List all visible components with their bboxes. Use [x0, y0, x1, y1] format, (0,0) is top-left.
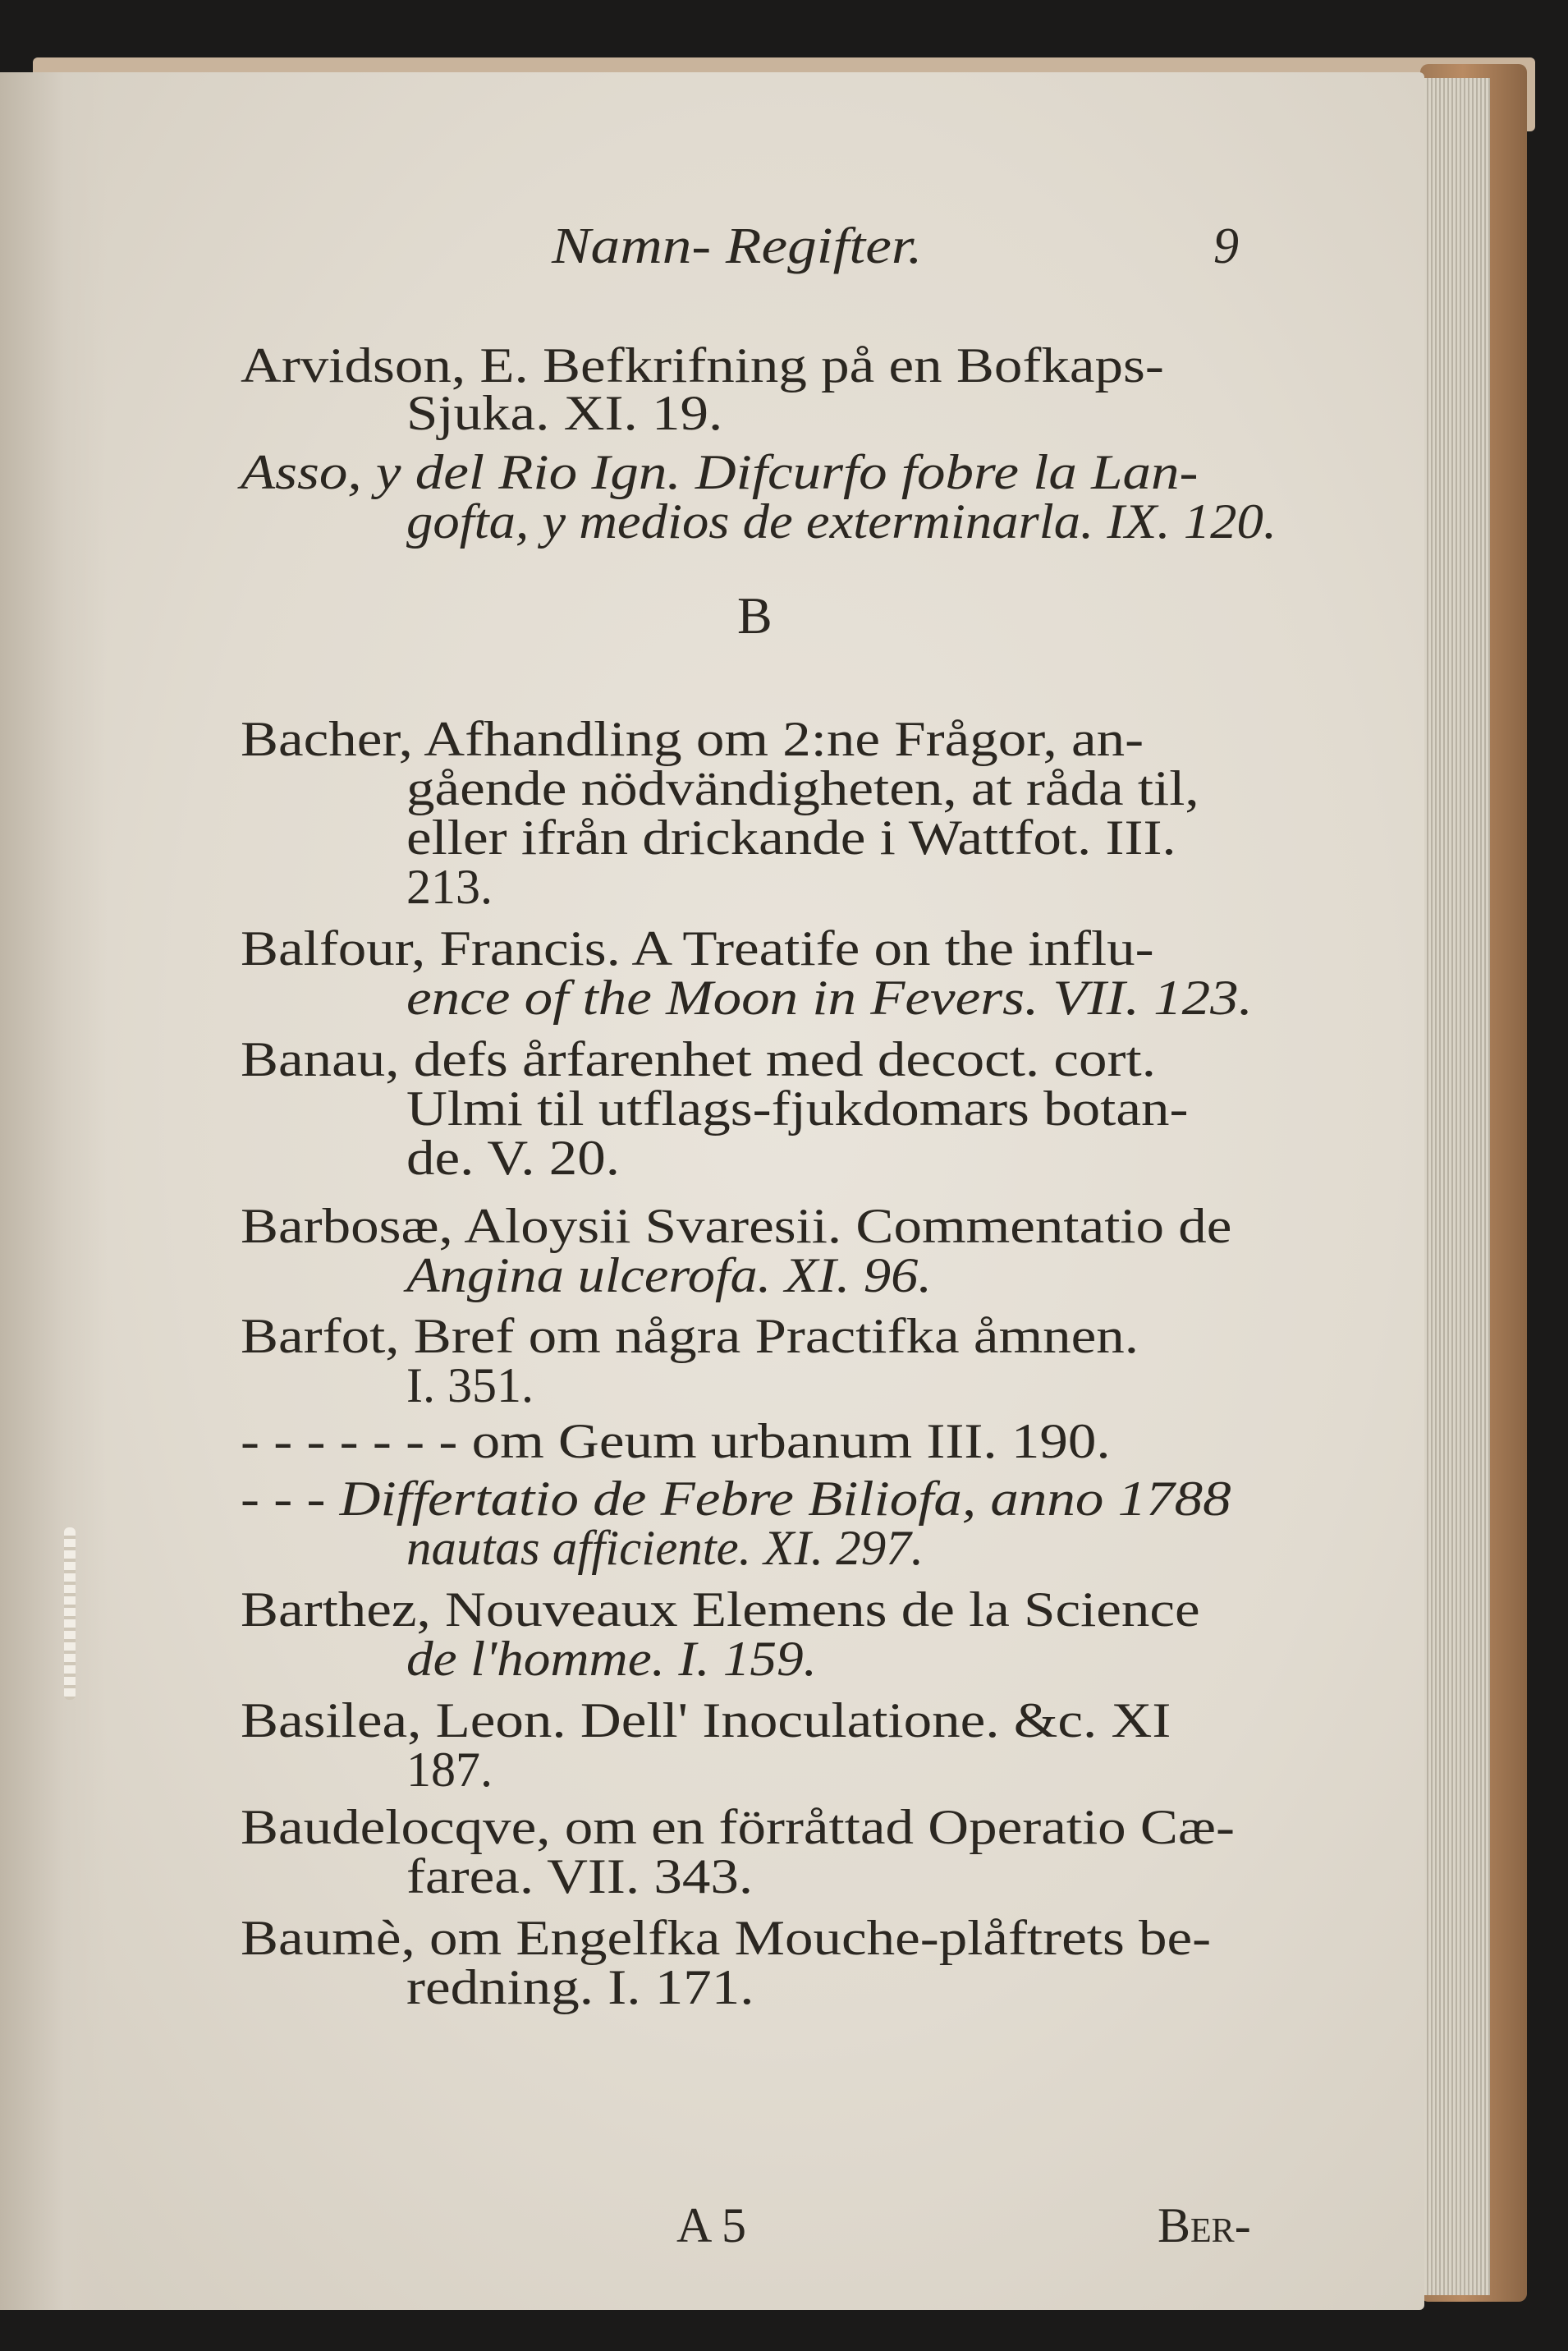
entry-asso-line-1: Asso, y del Rio Ign. Difcurfo fobre la Lan- — [241, 445, 1199, 499]
entry-asso-line-2: gofta, y medios de exterminarla. IX. 120. — [406, 494, 1277, 549]
entry-banau-line-2: Ulmi til utflags-fjukdomars botan- — [406, 1081, 1189, 1136]
catchword: Ber- — [1158, 2198, 1251, 2252]
entry-bacher-line-2: gående nödvändigheten, at råda til, — [406, 761, 1199, 815]
entry-barbosae-line-1: Barbosæ, Aloysii Svaresii. Commentatio de — [241, 1199, 1232, 1253]
entry-banau-line-3: de. V. 20. — [406, 1131, 620, 1185]
entry-baudelocqve-line-1: Baudelocqve, om en förråttad Operatio Cæ- — [241, 1800, 1235, 1854]
entry-baume-line-2: redning. I. 171. — [406, 1960, 754, 2014]
entry-baudelocqve-line-2: farea. VII. 343. — [406, 1849, 754, 1903]
entry-barthez-line-2: de l'homme. I. 159. — [406, 1632, 817, 1686]
running-header: Namn- Regifter. — [552, 218, 923, 274]
entry-basilea-line-2: 187. — [406, 1743, 493, 1797]
entry-barfot-line-2: I. 351. — [406, 1358, 534, 1412]
entry-balfour-line-1: Balfour, Francis. A Treatife on the influ- — [241, 921, 1154, 976]
entry-barfot-line-5: nautas afficiente. XI. 297. — [406, 1521, 924, 1575]
entry-bacher-line-1: Bacher, Afhandling om 2:ne Frågor, an- — [241, 712, 1144, 766]
page-number: 9 — [1213, 218, 1239, 274]
entry-bacher-line-4: 213. — [406, 860, 493, 914]
entry-baume-line-1: Baumè, om Engelfka Mouche-plåftrets be- — [241, 1911, 1212, 1965]
signature-mark: A 5 — [676, 2198, 747, 2252]
entry-arvidson-line-2: Sjuka. XI. 19. — [406, 386, 723, 440]
entry-arvidson-line-1: Arvidson, E. Befkrifning på en Bofkaps- — [241, 338, 1164, 393]
entry-barfot-line-1: Barfot, Bref om några Practifka åmnen. — [241, 1309, 1139, 1363]
entry-barfot-line-4: - - - Differtatio de Febre Biliofa, anno 1788 — [241, 1472, 1231, 1526]
entry-balfour-line-2: ence of the Moon in Fevers. VII. 123. — [406, 971, 1253, 1025]
entry-barthez-line-1: Barthez, Nouveaux Elemens de la Science — [241, 1582, 1200, 1637]
entry-basilea-line-1: Basilea, Leon. Dell' Inoculatione. &c. XI — [241, 1693, 1171, 1747]
entry-bacher-line-3: eller ifrån drickande i Wattfot. III. — [406, 810, 1176, 865]
entry-barbosae-line-2: Angina ulcerofa. XI. 96. — [406, 1248, 932, 1302]
entry-barfot-line-3: - - - - - - - om Geum urbanum III. 190. — [241, 1414, 1111, 1468]
section-letter-b: B — [737, 586, 773, 645]
entry-banau-line-1: Banau, defs årfarenhet med decoct. cort. — [241, 1032, 1156, 1086]
